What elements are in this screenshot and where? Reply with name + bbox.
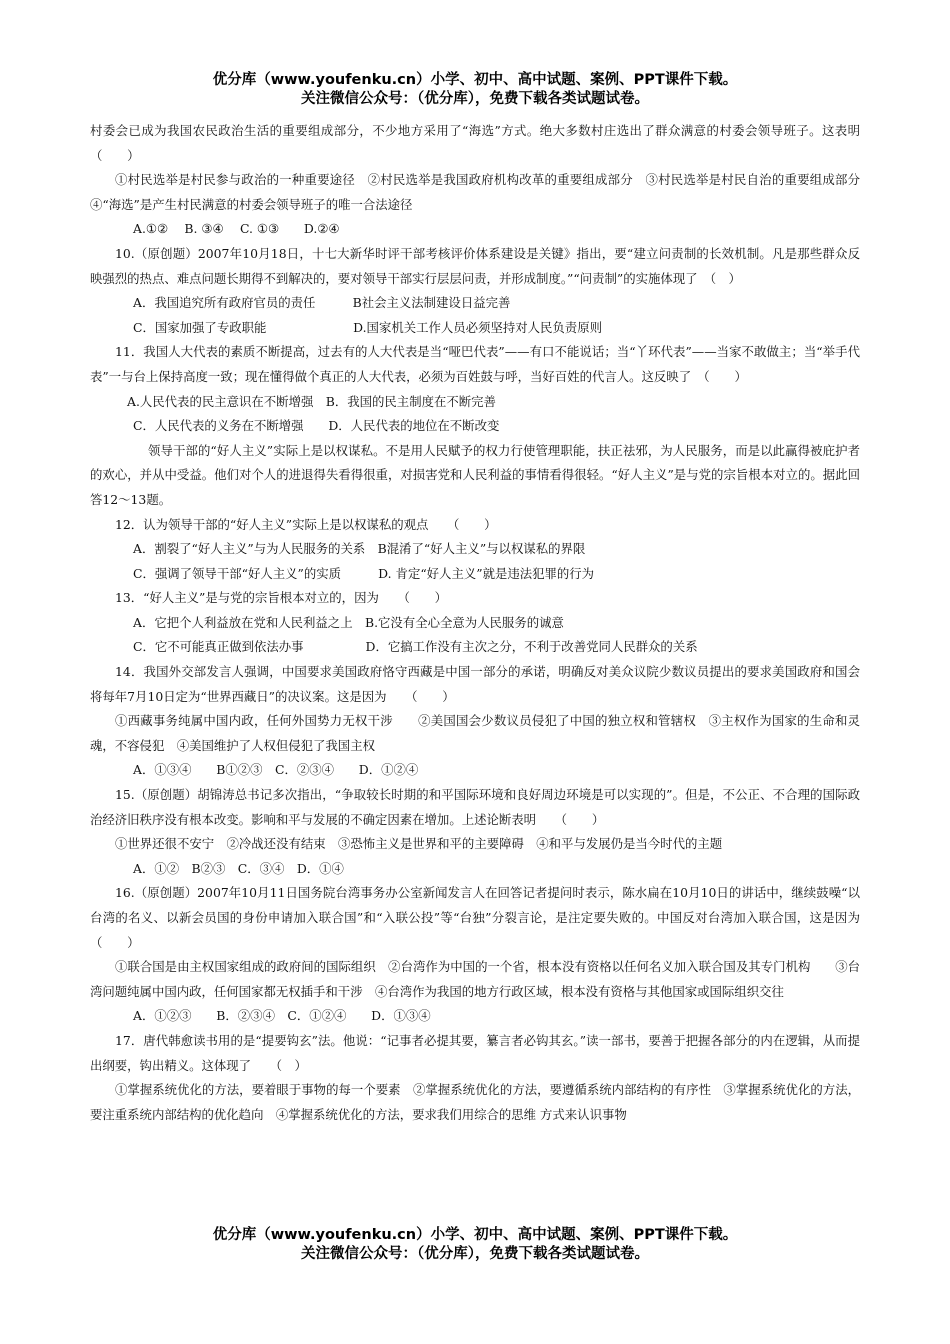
- page-header: [0, 71, 950, 109]
- q11-option-row-1: A.人民代表的民主意识在不断增强 B．我国的民主制度在不断完善: [127, 393, 496, 409]
- q13-option-row-2: C．它不可能真正做到依法办事 D．它搞工作没有主次之分，不利于改善党同人民群众的关系: [133, 639, 698, 655]
- q10-option-row-1: A．我国追究所有政府官员的责任 B社会主义法制建设日益完善: [133, 295, 511, 311]
- q17-stem: 17．唐代韩愈读书用的是“提要钩玄”法。他说：“记事者必提其要，纂言者必钩其玄。”读一部书，要善于把握各部分的内在逻辑，从而提出纲要，钩出精义。这体现了 （ ）: [90, 1032, 860, 1073]
- q16-options: A．①②③ B．②③④ C．①②④ D．①③④: [133, 1008, 431, 1024]
- q15-items: ①世界还很不安宁 ②冷战还没有结束 ③恐怖主义是世界和平的主要障碍 ④和平与发展仍是当今时代的主题: [115, 836, 723, 852]
- q11-option-row-2: C．人民代表的义务在不断增强 D．人民代表的地位在不断改变: [133, 418, 500, 434]
- q13-option-row-1: A．它把个人利益放在党和人民利益之上 B.它没有全心全意为人民服务的诚意: [133, 614, 564, 630]
- page-footer: [0, 1226, 950, 1264]
- q10-stem: 10.（原创题）2007年10月18日，十七大新华时评干部考核评价体系建设是关键》指出，要“建立问责制的长效机制。凡是那些群众反映强烈的热点、难点问题长期得不到解决的，要对领导干部实行层层问责，并形成制度。”“问责制”的实施体现了 （ ）: [90, 245, 860, 286]
- q16-items: ①联合国是由主权国家组成的政府间的国际组织 ②台湾作为中国的一个省，根本没有资格以任何名义加入联合国及其专门机构 ③台湾问题纯属中国内政，任何国家都无权插手和干涉 ④台湾作为我国的地方行政区域，根本没有资格与其他国家或国际组织交往: [90, 959, 860, 999]
- footer-line-1: 优分库（www.youfenku.cn）小学、初中、高中试题、案例、PPT课件下载。: [212, 1227, 738, 1243]
- document-body: [90, 119, 885, 1127]
- q15-stem: 15.（原创题）胡锦涛总书记多次指出，“争取较长时期的和平国际环境和良好周边环境是可以实现的”。但是，不公正、不合理的国际政治经济旧秩序没有根本改变。影响和平与发展的不确定因素在增加。上述论断表明 （ ）: [90, 787, 860, 827]
- material-paragraph: 领导干部的“好人主义”实际上是以权谋私。不是用人民赋予的权力行使管理职能，扶正祛邪，为人民服务，而是以此赢得被庇护者的欢心，并从中受益。他们对个人的进退得失看得很重，对损害党和人民利益的事情看得很轻。“好人主义”是与党的宗旨根本对立的。据此回答12～13题。: [90, 442, 860, 507]
- q12-option-row-1: A．割裂了“好人主义”与为人民服务的关系 B混淆了“好人主义”与以权谋私的界限: [133, 541, 586, 557]
- q11-stem: 11．我国人大代表的素质不断提高，过去有的人大代表是当“哑巴代表”——有口不能说话；当“丫环代表”——当家不敢做主；当“举手代表”一与台上保持高度一致；现在懂得做个真正的人大代表，必须为百姓鼓与呼，当好百姓的代言人。这反映了 （ ）: [90, 344, 860, 384]
- q9-stem: 村委会已成为我国农民政治生活的重要组成部分，不少地方采用了“海选”方式。绝大多数村庄选出了群众满意的村委会领导班子。这表明 （ ）: [90, 123, 873, 163]
- q16-stem: 16.（原创题）2007年10月11日国务院台湾事务办公室新闻发言人在回答记者提问时表示，陈水扁在10月10日的讲话中，继续鼓噪“以台湾的名义、以新会员国的身份申请加入联合国”和“入联公投”等“台独”分裂言论，是注定要失败的。中国反对台湾加入联合国，这是因为 （ ）: [90, 885, 885, 950]
- q12-option-row-2: C．强调了领导干部“好人主义”的实质 D. 肯定“好人主义”就是违法犯罪的行为: [133, 565, 595, 581]
- q17-items: ①掌握系统优化的方法，要着眼于事物的每一个要素 ②掌握系统优化的方法，要遵循系统内部结构的有序性 ③掌握系统优化的方法，要注重系统内部结构的优化趋向 ④掌握系统优化的方法，要求我们用综合的思维 方式来认识事物: [90, 1082, 860, 1122]
- header-line-1: 优分库（www.youfenku.cn）小学、初中、高中试题、案例、PPT课件下载。: [212, 72, 738, 88]
- q14-stem: 14．我国外交部发言人强调，中国要求美国政府恪守西藏是中国一部分的承诺，明确反对美众议院少数议员提出的要求美国政府和国会将每年7月10日定为“世界西藏日”的决议案。这是因为 （ ）: [90, 664, 860, 704]
- header-line-2: 关注微信公众号：（优分库），免费下载各类试题试卷。: [301, 91, 649, 107]
- q12-stem: 12．认为领导干部的“好人主义”实际上是以权谋私的观点 （ ）: [115, 516, 497, 532]
- q10-option-row-2: C．国家加强了专政职能 D.国家机关工作人员必须坚持对人民负责原则: [133, 319, 602, 335]
- q13-stem: 13．“好人主义”是与党的宗旨根本对立的，因为 （ ）: [115, 590, 448, 606]
- q15-options: A．①② B②③ C．③④ D．①④: [133, 860, 344, 876]
- footer-line-2: 关注微信公众号：（优分库），免费下载各类试题试卷。: [301, 1246, 649, 1262]
- q14-items: ①西藏事务纯属中国内政，任何外国势力无权干涉 ②美国国会少数议员侵犯了中国的独立权和管辖权 ③主权作为国家的生命和灵魂，不容侵犯 ④美国维护了人权但侵犯了我国主权: [90, 713, 860, 753]
- q9-options: A.①② B. ③④ C. ①③ D.②④: [133, 221, 340, 237]
- q9-items: ①村民选举是村民参与政治的一种重要途径 ②村民选举是我国政府机构改革的重要组成部分 ③村民选举是村民自治的重要组成部分 ④“海选”是产生村民满意的村委会领导班子的唯一合法途径: [90, 172, 873, 212]
- q14-options: A．①③④ B①②③ C．②③④ D．①②④: [133, 762, 419, 778]
